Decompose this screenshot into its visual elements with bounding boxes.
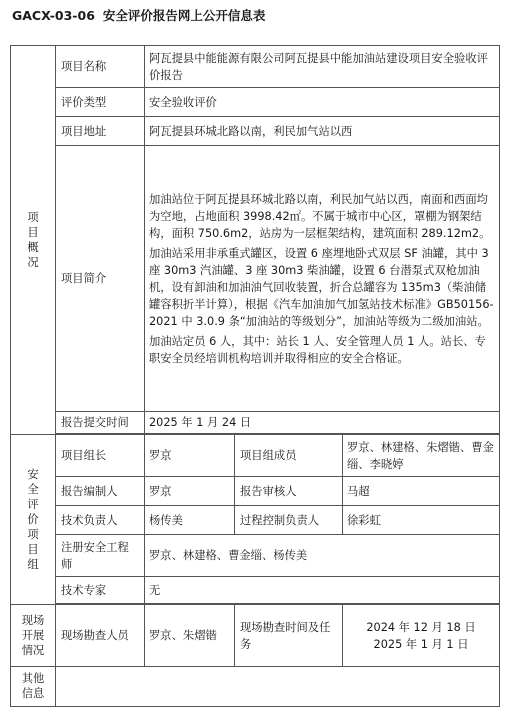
engineer-label: 注册安全工程师 [56, 535, 145, 577]
other-info-value [56, 667, 500, 707]
members-value: 罗京、林建格、朱熠锴、曹金缁、李晓婷 [343, 435, 500, 477]
project-address-label: 项目地址 [56, 117, 145, 146]
survey-time-label: 现场勘查时间及任务 [235, 605, 343, 667]
section-survey: 现场开展情况 [11, 605, 56, 667]
section-other: 其他信息 [11, 667, 56, 707]
expert-value: 无 [145, 577, 500, 604]
survey-staff-label: 现场勘查人员 [56, 605, 145, 667]
process-lead-label: 过程控制负责人 [235, 506, 343, 535]
survey-date: 2024 年 12 月 18 日 [366, 620, 476, 634]
survey-time-value [343, 605, 500, 667]
members-label: 项目组成员 [235, 435, 343, 477]
reviewer-label: 报告审核人 [235, 477, 343, 506]
project-brief-label: 项目简介 [56, 146, 145, 412]
survey-date: 2025 年 1 月 1 日 [373, 637, 469, 651]
project-brief-value [145, 146, 500, 412]
expert-label: 技术专家 [56, 577, 145, 604]
doc-code: GACX-03-06 [12, 8, 95, 23]
project-name-label: 项目名称 [56, 46, 145, 88]
section-team: 安全评价项目组 [11, 435, 56, 605]
brief-paragraph: 加油站采用非承重式罐区，设置 6 座埋地卧式双层 SF 油罐，其中 3 座 30m3 汽油罐、3 座 30m3 柴油罐，设置 6 台潜泵式双枪加油机，设有卸油和加油油气回收装置，折合总罐容为 135m3（柴油储罐容积折半计算），根据《汽车加油加气加氢站技术标准》GB50156-2021 中 3.0.9 条“加油站的等级划分”，加油站等级为二级加油站。 [149, 246, 494, 328]
eval-type-value: 安全验收评价 [145, 88, 500, 117]
info-table [10, 45, 500, 707]
leader-value: 罗京 [145, 435, 235, 477]
leader-label: 项目组长 [56, 435, 145, 477]
section-overview: 项目概况 [11, 46, 56, 435]
eval-type-label: 评价类型 [56, 88, 145, 117]
writer-label: 报告编制人 [56, 477, 145, 506]
tech-lead-value: 杨传美 [145, 506, 235, 535]
submit-time-label: 报告提交时间 [56, 412, 145, 434]
project-name-value: 阿瓦提县中能能源有限公司阿瓦提县中能加油站建设项目安全验收评价报告 [145, 46, 500, 88]
tech-lead-label: 技术负责人 [56, 506, 145, 535]
submit-time-value: 2025 年 1 月 24 日 [145, 412, 500, 434]
process-lead-value: 徐彩虹 [343, 506, 500, 535]
project-address-value: 阿瓦提县环城北路以南，利民加气站以西 [145, 117, 500, 146]
engineer-value: 罗京、林建格、曹金缁、杨传美 [145, 535, 500, 577]
reviewer-value: 马超 [343, 477, 500, 506]
doc-title [12, 6, 265, 24]
brief-paragraph: 加油站位于阿瓦提县环城北路以南，利民加气站以西，南面和西面均为空地，占地面积 3998.42㎡。不属于城市中心区，罩棚为钢架结构，面积 750.6m2，站房为一层框架结构，建筑面积 289.12m2。 [149, 192, 491, 240]
writer-value: 罗京 [145, 477, 235, 506]
survey-staff-value: 罗京、朱熠锴 [145, 605, 235, 667]
brief-paragraph: 加油站定员 6 人，其中：站长 1 人、安全管理人员 1 人。站长、专职安全员经培训机构培训并取得相应的安全合格证。 [149, 334, 486, 365]
doc-title-text: 安全评价报告网上公开信息表 [102, 8, 266, 23]
